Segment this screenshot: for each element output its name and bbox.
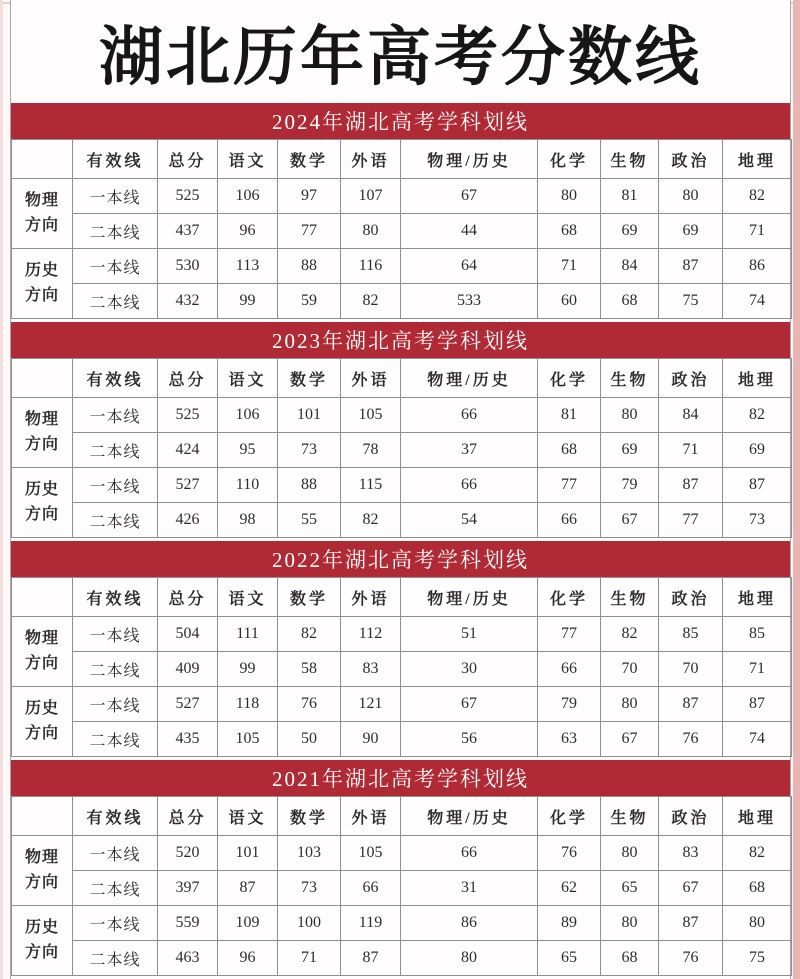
column-header: 政治 — [659, 797, 723, 836]
score-cell: 520 — [158, 836, 218, 871]
line-label: 二本线 — [73, 941, 158, 976]
score-cell: 73 — [278, 433, 341, 468]
table-row — [12, 906, 792, 941]
table-body — [12, 617, 792, 757]
score-cell: 101 — [218, 836, 278, 871]
score-cell: 111 — [218, 617, 278, 652]
score-cell: 463 — [158, 941, 218, 976]
column-header: 政治 — [659, 140, 723, 179]
score-cell: 69 — [723, 433, 792, 468]
score-cell: 83 — [659, 836, 723, 871]
line-label: 一本线 — [73, 398, 158, 433]
line-label: 一本线 — [73, 836, 158, 871]
score-cell: 105 — [341, 836, 401, 871]
page-edge-left — [0, 0, 3, 979]
header-row — [12, 797, 792, 836]
table-row — [12, 468, 792, 503]
column-header: 生物 — [601, 140, 659, 179]
score-cell: 435 — [158, 722, 218, 757]
score-cell: 559 — [158, 906, 218, 941]
score-cell: 533 — [401, 284, 538, 319]
section-banner: 2021年湖北高考学科划线 — [11, 760, 790, 796]
score-cell: 68 — [538, 214, 601, 249]
table-row — [12, 398, 792, 433]
score-cell: 69 — [601, 214, 659, 249]
score-cell: 87 — [218, 871, 278, 906]
line-label: 二本线 — [73, 214, 158, 249]
score-cell: 83 — [341, 652, 401, 687]
column-header: 数学 — [278, 359, 341, 398]
score-cell: 59 — [278, 284, 341, 319]
score-cell: 80 — [723, 906, 792, 941]
score-cell: 82 — [723, 179, 792, 214]
score-cell: 58 — [278, 652, 341, 687]
line-label: 二本线 — [73, 503, 158, 538]
score-cell: 82 — [601, 617, 659, 652]
column-header: 政治 — [659, 359, 723, 398]
score-cell: 54 — [401, 503, 538, 538]
score-cell: 68 — [601, 941, 659, 976]
score-cell: 103 — [278, 836, 341, 871]
column-header: 外语 — [341, 797, 401, 836]
score-cell: 82 — [723, 398, 792, 433]
line-label: 二本线 — [73, 652, 158, 687]
score-cell: 80 — [601, 836, 659, 871]
score-cell: 37 — [401, 433, 538, 468]
line-label: 一本线 — [73, 617, 158, 652]
column-header: 数学 — [278, 140, 341, 179]
column-header: 数学 — [278, 797, 341, 836]
score-cell: 84 — [601, 249, 659, 284]
score-cell: 81 — [538, 398, 601, 433]
score-cell: 71 — [723, 652, 792, 687]
corner-cell — [12, 140, 73, 179]
table-row — [12, 503, 792, 538]
content-frame — [10, 0, 791, 979]
score-cell: 67 — [659, 871, 723, 906]
score-cell: 100 — [278, 906, 341, 941]
line-label: 二本线 — [73, 871, 158, 906]
column-header: 生物 — [601, 359, 659, 398]
score-cell: 75 — [659, 284, 723, 319]
score-cell: 77 — [538, 617, 601, 652]
column-header: 物理/历史 — [401, 359, 538, 398]
score-cell: 87 — [659, 687, 723, 722]
column-header: 语文 — [218, 578, 278, 617]
score-cell: 66 — [341, 871, 401, 906]
direction-label: 历史方向 — [12, 687, 73, 757]
score-cell: 85 — [723, 617, 792, 652]
table-row — [12, 284, 792, 319]
column-header: 有效线 — [73, 797, 158, 836]
column-header: 外语 — [341, 578, 401, 617]
score-cell: 76 — [659, 941, 723, 976]
table-row — [12, 652, 792, 687]
score-cell: 89 — [538, 906, 601, 941]
direction-label: 物理方向 — [12, 398, 73, 468]
score-cell: 71 — [723, 214, 792, 249]
table-row — [12, 836, 792, 871]
column-header: 地理 — [723, 140, 792, 179]
score-cell: 68 — [723, 871, 792, 906]
score-cell: 55 — [278, 503, 341, 538]
score-cell: 527 — [158, 468, 218, 503]
score-cell: 68 — [538, 433, 601, 468]
corner-cell — [12, 578, 73, 617]
score-cell: 80 — [601, 687, 659, 722]
year-section — [11, 541, 790, 760]
section-banner: 2022年湖北高考学科划线 — [11, 541, 790, 577]
score-cell: 525 — [158, 398, 218, 433]
score-cell: 88 — [278, 468, 341, 503]
score-cell: 98 — [218, 503, 278, 538]
score-cell: 90 — [341, 722, 401, 757]
score-cell: 66 — [538, 503, 601, 538]
header-row — [12, 140, 792, 179]
score-cell: 95 — [218, 433, 278, 468]
column-header: 总分 — [158, 797, 218, 836]
column-header: 政治 — [659, 578, 723, 617]
line-label: 一本线 — [73, 687, 158, 722]
score-cell: 106 — [218, 398, 278, 433]
score-cell: 80 — [601, 398, 659, 433]
score-cell: 424 — [158, 433, 218, 468]
score-cell: 70 — [601, 652, 659, 687]
score-cell: 30 — [401, 652, 538, 687]
score-cell: 75 — [723, 941, 792, 976]
column-header: 数学 — [278, 578, 341, 617]
score-cell: 82 — [341, 503, 401, 538]
score-table — [11, 796, 792, 976]
line-label: 二本线 — [73, 284, 158, 319]
score-cell: 106 — [218, 179, 278, 214]
line-label: 二本线 — [73, 433, 158, 468]
line-label: 一本线 — [73, 906, 158, 941]
score-cell: 82 — [341, 284, 401, 319]
table-row — [12, 214, 792, 249]
score-cell: 64 — [401, 249, 538, 284]
column-header: 有效线 — [73, 140, 158, 179]
score-cell: 96 — [218, 214, 278, 249]
column-header: 物理/历史 — [401, 140, 538, 179]
score-cell: 77 — [278, 214, 341, 249]
score-cell: 74 — [723, 284, 792, 319]
score-cell: 63 — [538, 722, 601, 757]
score-cell: 87 — [659, 906, 723, 941]
corner-cell — [12, 797, 73, 836]
score-cell: 65 — [601, 871, 659, 906]
column-header: 总分 — [158, 140, 218, 179]
table-body — [12, 398, 792, 538]
direction-label: 历史方向 — [12, 906, 73, 976]
title-block — [11, 0, 790, 103]
score-cell: 79 — [538, 687, 601, 722]
score-cell: 76 — [538, 836, 601, 871]
score-cell: 73 — [723, 503, 792, 538]
column-header: 有效线 — [73, 359, 158, 398]
year-section — [11, 103, 790, 322]
score-cell: 71 — [659, 433, 723, 468]
table-body — [12, 179, 792, 319]
column-header: 总分 — [158, 359, 218, 398]
year-section — [11, 322, 790, 541]
score-cell: 99 — [218, 284, 278, 319]
score-cell: 87 — [723, 687, 792, 722]
score-cell: 67 — [601, 503, 659, 538]
column-header: 有效线 — [73, 578, 158, 617]
table-row — [12, 249, 792, 284]
score-cell: 73 — [278, 871, 341, 906]
table-row — [12, 617, 792, 652]
column-header: 化学 — [538, 140, 601, 179]
score-cell: 87 — [341, 941, 401, 976]
score-cell: 97 — [278, 179, 341, 214]
score-cell: 80 — [538, 179, 601, 214]
score-cell: 87 — [659, 249, 723, 284]
score-cell: 69 — [601, 433, 659, 468]
column-header: 化学 — [538, 578, 601, 617]
table-head — [12, 359, 792, 398]
corner-cell — [12, 359, 73, 398]
score-cell: 110 — [218, 468, 278, 503]
direction-label: 物理方向 — [12, 836, 73, 906]
score-cell: 50 — [278, 722, 341, 757]
score-cell: 105 — [341, 398, 401, 433]
score-cell: 68 — [601, 284, 659, 319]
score-cell: 70 — [659, 652, 723, 687]
score-cell: 80 — [401, 941, 538, 976]
score-cell: 51 — [401, 617, 538, 652]
score-cell: 84 — [659, 398, 723, 433]
score-cell: 525 — [158, 179, 218, 214]
direction-label: 物理方向 — [12, 617, 73, 687]
score-cell: 113 — [218, 249, 278, 284]
score-cell: 76 — [278, 687, 341, 722]
score-cell: 87 — [723, 468, 792, 503]
score-cell: 66 — [401, 468, 538, 503]
score-cell: 101 — [278, 398, 341, 433]
score-table — [11, 358, 792, 538]
score-cell: 80 — [341, 214, 401, 249]
column-header: 地理 — [723, 578, 792, 617]
score-cell: 31 — [401, 871, 538, 906]
score-cell: 99 — [218, 652, 278, 687]
score-cell: 80 — [601, 906, 659, 941]
score-table — [11, 577, 792, 757]
line-label: 一本线 — [73, 249, 158, 284]
score-cell: 66 — [401, 836, 538, 871]
column-header: 地理 — [723, 797, 792, 836]
score-cell: 77 — [538, 468, 601, 503]
score-cell: 66 — [538, 652, 601, 687]
column-header: 地理 — [723, 359, 792, 398]
score-cell: 67 — [401, 687, 538, 722]
score-table — [11, 139, 792, 319]
header-row — [12, 578, 792, 617]
line-label: 一本线 — [73, 468, 158, 503]
score-cell: 116 — [341, 249, 401, 284]
section-banner: 2023年湖北高考学科划线 — [11, 322, 790, 358]
score-cell: 96 — [218, 941, 278, 976]
score-cell: 71 — [538, 249, 601, 284]
score-cell: 78 — [341, 433, 401, 468]
column-header: 总分 — [158, 578, 218, 617]
table-head — [12, 578, 792, 617]
section-banner: 2024年湖北高考学科划线 — [11, 103, 790, 139]
score-cell: 119 — [341, 906, 401, 941]
score-cell: 77 — [659, 503, 723, 538]
score-cell: 437 — [158, 214, 218, 249]
score-cell: 115 — [341, 468, 401, 503]
column-header: 物理/历史 — [401, 578, 538, 617]
score-cell: 81 — [601, 179, 659, 214]
score-cell: 62 — [538, 871, 601, 906]
score-cell: 88 — [278, 249, 341, 284]
score-cell: 65 — [538, 941, 601, 976]
header-row — [12, 359, 792, 398]
score-cell: 69 — [659, 214, 723, 249]
direction-label: 物理方向 — [12, 179, 73, 249]
score-cell: 86 — [401, 906, 538, 941]
score-cell: 109 — [218, 906, 278, 941]
score-cell: 86 — [723, 249, 792, 284]
score-cell: 105 — [218, 722, 278, 757]
score-cell: 107 — [341, 179, 401, 214]
direction-label: 历史方向 — [12, 249, 73, 319]
column-header: 外语 — [341, 140, 401, 179]
score-cell: 87 — [659, 468, 723, 503]
line-label: 二本线 — [73, 722, 158, 757]
table-row — [12, 687, 792, 722]
score-cell: 397 — [158, 871, 218, 906]
score-cell: 432 — [158, 284, 218, 319]
column-header: 语文 — [218, 140, 278, 179]
score-cell: 67 — [401, 179, 538, 214]
score-cell: 66 — [401, 398, 538, 433]
column-header: 生物 — [601, 578, 659, 617]
score-cell: 79 — [601, 468, 659, 503]
column-header: 物理/历史 — [401, 797, 538, 836]
year-section — [11, 760, 790, 979]
score-cell: 85 — [659, 617, 723, 652]
score-cell: 121 — [341, 687, 401, 722]
score-cell: 67 — [601, 722, 659, 757]
score-cell: 504 — [158, 617, 218, 652]
table-head — [12, 797, 792, 836]
score-cell: 60 — [538, 284, 601, 319]
table-head — [12, 140, 792, 179]
page-title: 湖北历年高考分数线 — [99, 21, 702, 93]
score-cell: 118 — [218, 687, 278, 722]
score-cell: 409 — [158, 652, 218, 687]
score-cell: 71 — [278, 941, 341, 976]
column-header: 生物 — [601, 797, 659, 836]
page-edge-right — [793, 0, 800, 979]
table-row — [12, 433, 792, 468]
score-cell: 82 — [723, 836, 792, 871]
score-cell: 82 — [278, 617, 341, 652]
score-cell: 530 — [158, 249, 218, 284]
score-cell: 527 — [158, 687, 218, 722]
column-header: 语文 — [218, 797, 278, 836]
table-row — [12, 722, 792, 757]
score-cell: 112 — [341, 617, 401, 652]
table-row — [12, 871, 792, 906]
table-body — [12, 836, 792, 976]
score-cell: 44 — [401, 214, 538, 249]
column-header: 语文 — [218, 359, 278, 398]
column-header: 化学 — [538, 797, 601, 836]
score-cell: 80 — [659, 179, 723, 214]
table-row — [12, 179, 792, 214]
direction-label: 历史方向 — [12, 468, 73, 538]
score-cell: 56 — [401, 722, 538, 757]
table-row — [12, 941, 792, 976]
column-header: 外语 — [341, 359, 401, 398]
line-label: 一本线 — [73, 179, 158, 214]
score-cell: 76 — [659, 722, 723, 757]
score-cell: 74 — [723, 722, 792, 757]
score-cell: 426 — [158, 503, 218, 538]
column-header: 化学 — [538, 359, 601, 398]
sections-list — [11, 103, 790, 979]
